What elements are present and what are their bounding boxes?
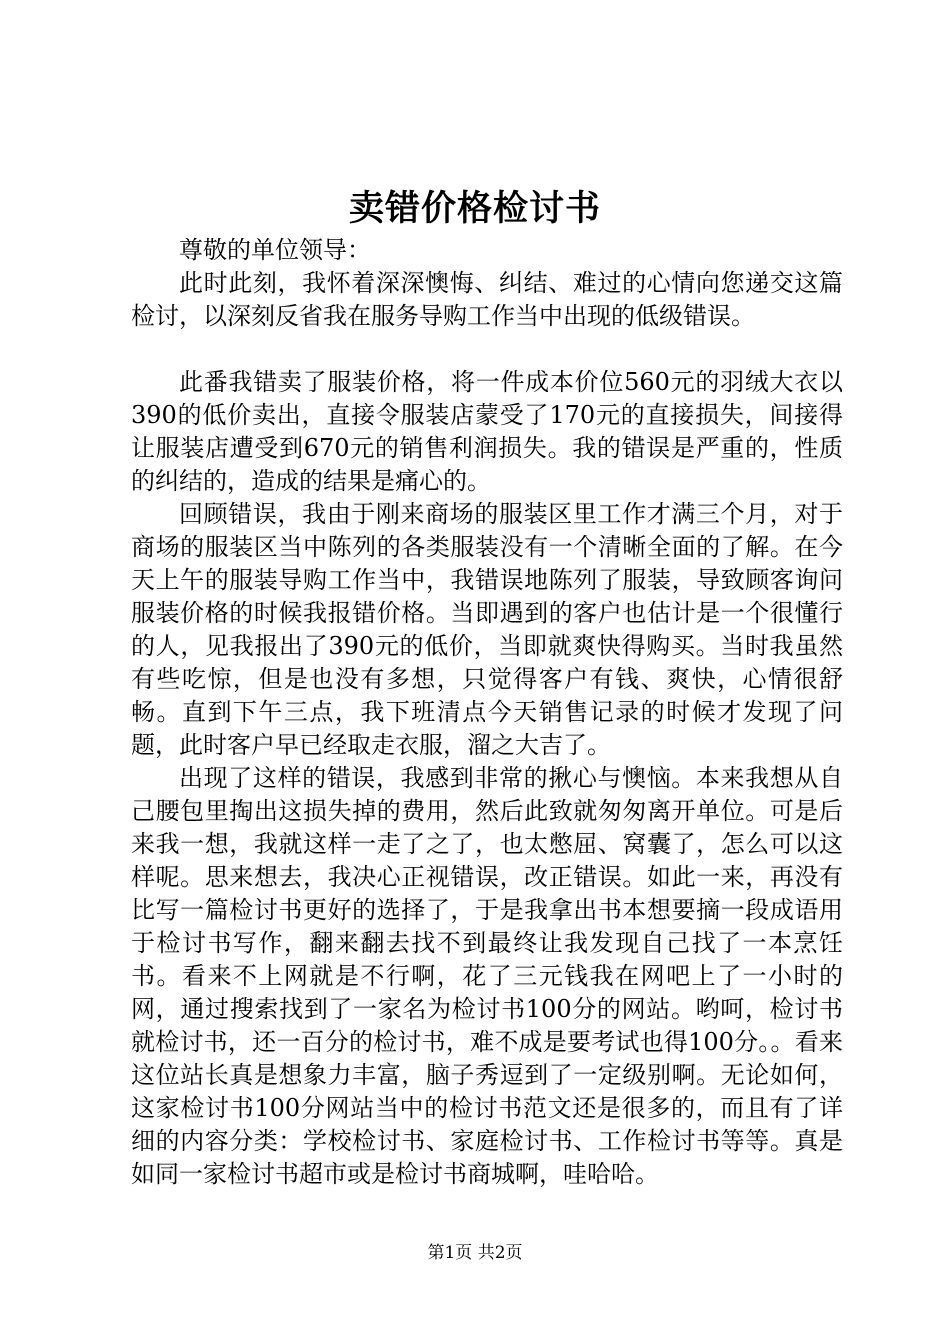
salutation: 尊敬的单位领导： (179, 236, 371, 264)
page-footer: 第1页 共2页 (427, 1243, 523, 1263)
paragraph-2: 此番我错卖了服装价格，将一件成本价位560元的羽绒大衣以390的低价卖出，直接令服装店蒙受了170元的直接损失，间接得让服装店遭受到670元的销售利润损失。我的错误是严重的，性质的纠结的，造成的结果是痛心的。 (131, 368, 843, 495)
paragraph-3: 回顾错误，我由于刚来商场的服装区里工作才满三个月，对于商场的服装区当中陈列的各类服装没有一个清晰全面的了解。在今天上午的服装导购工作当中，我错误地陈列了服装，导致顾客询问服装价格的时候我报错价格。当即遇到的客户也估计是一个很懂行的人，见我报出了390元的低价，当即就爽快得购买。当时我虽然有些吃惊，但是也没有多想，只觉得客户有钱、爽快，心情很舒畅。直到下午三点，我下班清点今天销售记录的时候才发现了问题，此时客户早已经取走衣服，溜之大吉了。 (131, 500, 843, 759)
paragraph-4: 出现了这样的错误，我感到非常的揪心与懊恼。本来我想从自己腰包里掏出这损失掉的费用，然后此致就匆匆离开单位。可是后来我一想，我就这样一走了之了，也太憋屈、窝囊了，怎么可以这样呢。思来想去，我决心正视错误，改正错误。如此一来，再没有比写一篇检讨书更好的选择了，于是我拿出书本想要摘一段成语用于检讨书写作，翻来翻去找不到最终让我发现自己找了一本烹饪书。看来不上网就是不行啊，花了三元钱我在网吧上了一小时的网，通过搜索找到了一家名为检讨书100分的网站。哟呵，检讨书就检讨书，还一百分的检讨书，难不成是要考试也得100分。。看来这位站长真是想象力丰富，脑子秀逗到了一定级别啊。无论如何，这家检讨书100分网站当中的检讨书范文还是很多的，而且有了详细的内容分类：学校检讨书、家庭检讨书、工作检讨书等等。真是如同一家检讨书超市或是检讨书商城啊，哇哈哈。 (131, 764, 843, 1188)
document-title: 卖错价格检讨书 (348, 188, 601, 229)
paragraph-1: 此时此刻，我怀着深深懊悔、纠结、难过的心情向您递交这篇检讨，以深刻反省我在服务导购工作当中出现的低级错误。 (131, 269, 843, 330)
document-body (131, 234, 843, 1191)
